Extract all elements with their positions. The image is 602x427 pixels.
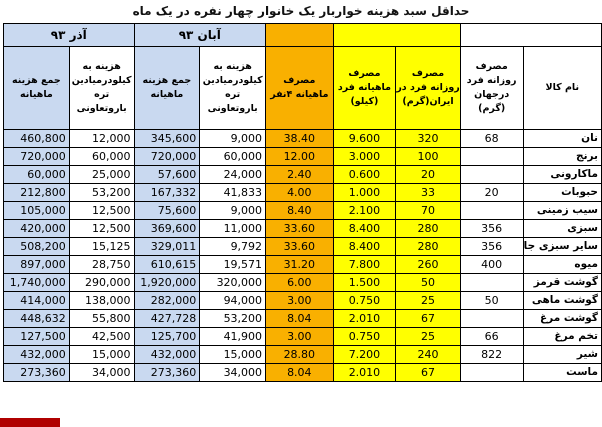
cell-azar-unit: 42,500	[69, 328, 134, 346]
cell-aban-unit: 41,900	[200, 328, 266, 346]
cell-item-name: برنج	[523, 148, 601, 166]
cell-aban-unit: 60,000	[200, 148, 266, 166]
cell-daily-iran: 70	[396, 202, 460, 220]
cell-azar-total: 460,800	[4, 130, 70, 148]
cell-monthly: 7.800	[333, 256, 396, 274]
cell-azar-total: 273,360	[4, 364, 70, 382]
table-row	[4, 346, 602, 364]
cell-azar-total: 448,632	[4, 310, 70, 328]
cell-aban-unit: 320,000	[200, 274, 266, 292]
cell-daily-world	[460, 310, 523, 328]
cell-family: 33.60	[266, 220, 334, 238]
cell-daily-world: 20	[460, 184, 523, 202]
cell-aban-total: 720,000	[134, 148, 200, 166]
cell-item-name: حبوبات	[523, 184, 601, 202]
cell-azar-total: 897,000	[4, 256, 70, 274]
cell-daily-iran: 33	[396, 184, 460, 202]
cost-table	[3, 23, 602, 382]
cell-aban-unit: 15,000	[200, 346, 266, 364]
cell-family: 3.00	[266, 328, 334, 346]
cell-daily-world	[460, 148, 523, 166]
cell-azar-total: 420,000	[4, 220, 70, 238]
cell-family: 8.04	[266, 364, 334, 382]
table-row	[4, 166, 602, 184]
cell-azar-total: 414,000	[4, 292, 70, 310]
cell-daily-iran: 100	[396, 148, 460, 166]
table-row	[4, 184, 602, 202]
column-header-row	[4, 47, 602, 130]
cell-monthly: 1.500	[333, 274, 396, 292]
cell-aban-unit: 41,833	[200, 184, 266, 202]
cell-aban-total: 75,600	[134, 202, 200, 220]
cell-azar-total: 1,740,000	[4, 274, 70, 292]
cell-daily-world	[460, 364, 523, 382]
cell-aban-total: 273,360	[134, 364, 200, 382]
cell-daily-world: 822	[460, 346, 523, 364]
cell-azar-unit: 12,000	[69, 130, 134, 148]
table-row	[4, 364, 602, 382]
group-header-row	[4, 24, 602, 47]
table-row	[4, 148, 602, 166]
group-azar: آذر ۹۳	[4, 24, 135, 47]
cell-azar-unit: 53,200	[69, 184, 134, 202]
cell-aban-total: 57,600	[134, 166, 200, 184]
cell-aban-total: 427,728	[134, 310, 200, 328]
cell-daily-iran: 67	[396, 310, 460, 328]
cell-azar-unit: 12,500	[69, 202, 134, 220]
table-row	[4, 274, 602, 292]
cell-monthly: 1.000	[333, 184, 396, 202]
cell-aban-total: 282,000	[134, 292, 200, 310]
cell-family: 2.40	[266, 166, 334, 184]
cell-azar-unit: 60,000	[69, 148, 134, 166]
header-aban-unit: هزینه به کیلودرمیادین تره باروتعاونی	[200, 47, 266, 130]
header-azar-total: جمع هزینه ماهیانه	[4, 47, 70, 130]
cell-monthly: 2.100	[333, 202, 396, 220]
cell-azar-total: 60,000	[4, 166, 70, 184]
header-name: نام کالا	[523, 47, 601, 130]
cell-azar-unit: 12,500	[69, 220, 134, 238]
cell-aban-unit: 9,792	[200, 238, 266, 256]
group-blank-orange	[266, 24, 334, 47]
table-row	[4, 256, 602, 274]
cell-daily-iran: 280	[396, 238, 460, 256]
table-row	[4, 238, 602, 256]
cell-item-name: میوه	[523, 256, 601, 274]
cell-daily-iran: 67	[396, 364, 460, 382]
cell-family: 6.00	[266, 274, 334, 292]
cell-azar-unit: 55,800	[69, 310, 134, 328]
cell-item-name: سایر سبزی جا	[523, 238, 601, 256]
cell-daily-iran: 25	[396, 292, 460, 310]
cell-aban-unit: 24,000	[200, 166, 266, 184]
cell-daily-iran: 240	[396, 346, 460, 364]
cell-daily-world	[460, 274, 523, 292]
table-title: حداقل سبد هزینه خواربار یک خانوار چهار نفره در یک ماه	[132, 4, 470, 18]
cell-aban-unit: 94,000	[200, 292, 266, 310]
cell-monthly: 8.400	[333, 220, 396, 238]
cell-monthly: 2.010	[333, 364, 396, 382]
cell-family: 12.00	[266, 148, 334, 166]
cell-family: 8.04	[266, 310, 334, 328]
group-blank-white	[460, 24, 601, 47]
cell-aban-total: 1,920,000	[134, 274, 200, 292]
cell-daily-world: 66	[460, 328, 523, 346]
cell-azar-total: 508,200	[4, 238, 70, 256]
table-row	[4, 292, 602, 310]
cell-daily-world	[460, 166, 523, 184]
cell-aban-total: 329,011	[134, 238, 200, 256]
table-row	[4, 220, 602, 238]
cell-monthly: 7.200	[333, 346, 396, 364]
cell-monthly: 0.600	[333, 166, 396, 184]
cell-item-name: گوشت قرمز	[523, 274, 601, 292]
cell-azar-unit: 15,125	[69, 238, 134, 256]
cell-daily-iran: 320	[396, 130, 460, 148]
cell-family: 4.00	[266, 184, 334, 202]
cell-monthly: 9.600	[333, 130, 396, 148]
header-daily-world: مصرف روزانه فرد درجهان (گرم)	[460, 47, 523, 130]
table-row	[4, 130, 602, 148]
cell-azar-total: 432,000	[4, 346, 70, 364]
cell-azar-total: 720,000	[4, 148, 70, 166]
cell-aban-total: 167,332	[134, 184, 200, 202]
cell-daily-world: 400	[460, 256, 523, 274]
cell-aban-unit: 9,000	[200, 130, 266, 148]
cell-aban-total: 432,000	[134, 346, 200, 364]
cell-daily-iran: 260	[396, 256, 460, 274]
cell-item-name: شیر	[523, 346, 601, 364]
cell-azar-unit: 138,000	[69, 292, 134, 310]
cell-aban-unit: 11,000	[200, 220, 266, 238]
group-blank-yellow	[333, 24, 460, 47]
cell-daily-world: 50	[460, 292, 523, 310]
cell-aban-unit: 34,000	[200, 364, 266, 382]
cell-item-name: سیب زمینی	[523, 202, 601, 220]
cell-azar-unit: 28,750	[69, 256, 134, 274]
table-body	[4, 130, 602, 382]
group-aban: آبان ۹۳	[134, 24, 266, 47]
cell-aban-total: 125,700	[134, 328, 200, 346]
cell-monthly: 2.010	[333, 310, 396, 328]
cell-item-name: سبزی	[523, 220, 601, 238]
cell-family: 38.40	[266, 130, 334, 148]
table-row	[4, 202, 602, 220]
header-aban-total: جمع هزینه ماهیانه	[134, 47, 200, 130]
cell-azar-unit: 25,000	[69, 166, 134, 184]
cell-monthly: 0.750	[333, 292, 396, 310]
cell-aban-total: 369,600	[134, 220, 200, 238]
cell-daily-iran: 20	[396, 166, 460, 184]
cell-item-name: ماکارونی	[523, 166, 601, 184]
header-azar-unit: هزینه به کیلودرمیادین تره باروتعاونی	[69, 47, 134, 130]
header-daily-iran: مصرف روزانه فرد در ایران(گرم)	[396, 47, 460, 130]
cell-aban-unit: 53,200	[200, 310, 266, 328]
cell-daily-iran: 25	[396, 328, 460, 346]
cell-aban-unit: 19,571	[200, 256, 266, 274]
cell-item-name: گوشت ماهی	[523, 292, 601, 310]
cell-monthly: 3.000	[333, 148, 396, 166]
cell-item-name: نان	[523, 130, 601, 148]
cell-azar-unit: 15,000	[69, 346, 134, 364]
cell-aban-total: 345,600	[134, 130, 200, 148]
cell-aban-unit: 9,000	[200, 202, 266, 220]
cell-family: 3.00	[266, 292, 334, 310]
cell-daily-world: 356	[460, 220, 523, 238]
cell-daily-world: 356	[460, 238, 523, 256]
cell-azar-total: 127,500	[4, 328, 70, 346]
header-family: مصرف ماهیانه ۴نفر	[266, 47, 334, 130]
cell-monthly: 0.750	[333, 328, 396, 346]
cell-item-name: گوشت مرغ	[523, 310, 601, 328]
cell-azar-total: 105,000	[4, 202, 70, 220]
cell-azar-unit: 34,000	[69, 364, 134, 382]
cell-family: 33.60	[266, 238, 334, 256]
cell-monthly: 8.400	[333, 238, 396, 256]
header-monthly: مصرف ماهیانه فرد (کیلو)	[333, 47, 396, 130]
cell-daily-world	[460, 202, 523, 220]
cell-daily-world: 68	[460, 130, 523, 148]
table-row	[4, 310, 602, 328]
watermark-strip	[0, 418, 60, 427]
cell-family: 28.80	[266, 346, 334, 364]
cell-daily-iran: 50	[396, 274, 460, 292]
cell-item-name: تخم مرغ	[523, 328, 601, 346]
cell-azar-unit: 290,000	[69, 274, 134, 292]
cell-family: 8.40	[266, 202, 334, 220]
cell-daily-iran: 280	[396, 220, 460, 238]
cell-azar-total: 212,800	[4, 184, 70, 202]
table-row	[4, 328, 602, 346]
cell-family: 31.20	[266, 256, 334, 274]
cell-aban-total: 610,615	[134, 256, 200, 274]
cell-item-name: ماست	[523, 364, 601, 382]
